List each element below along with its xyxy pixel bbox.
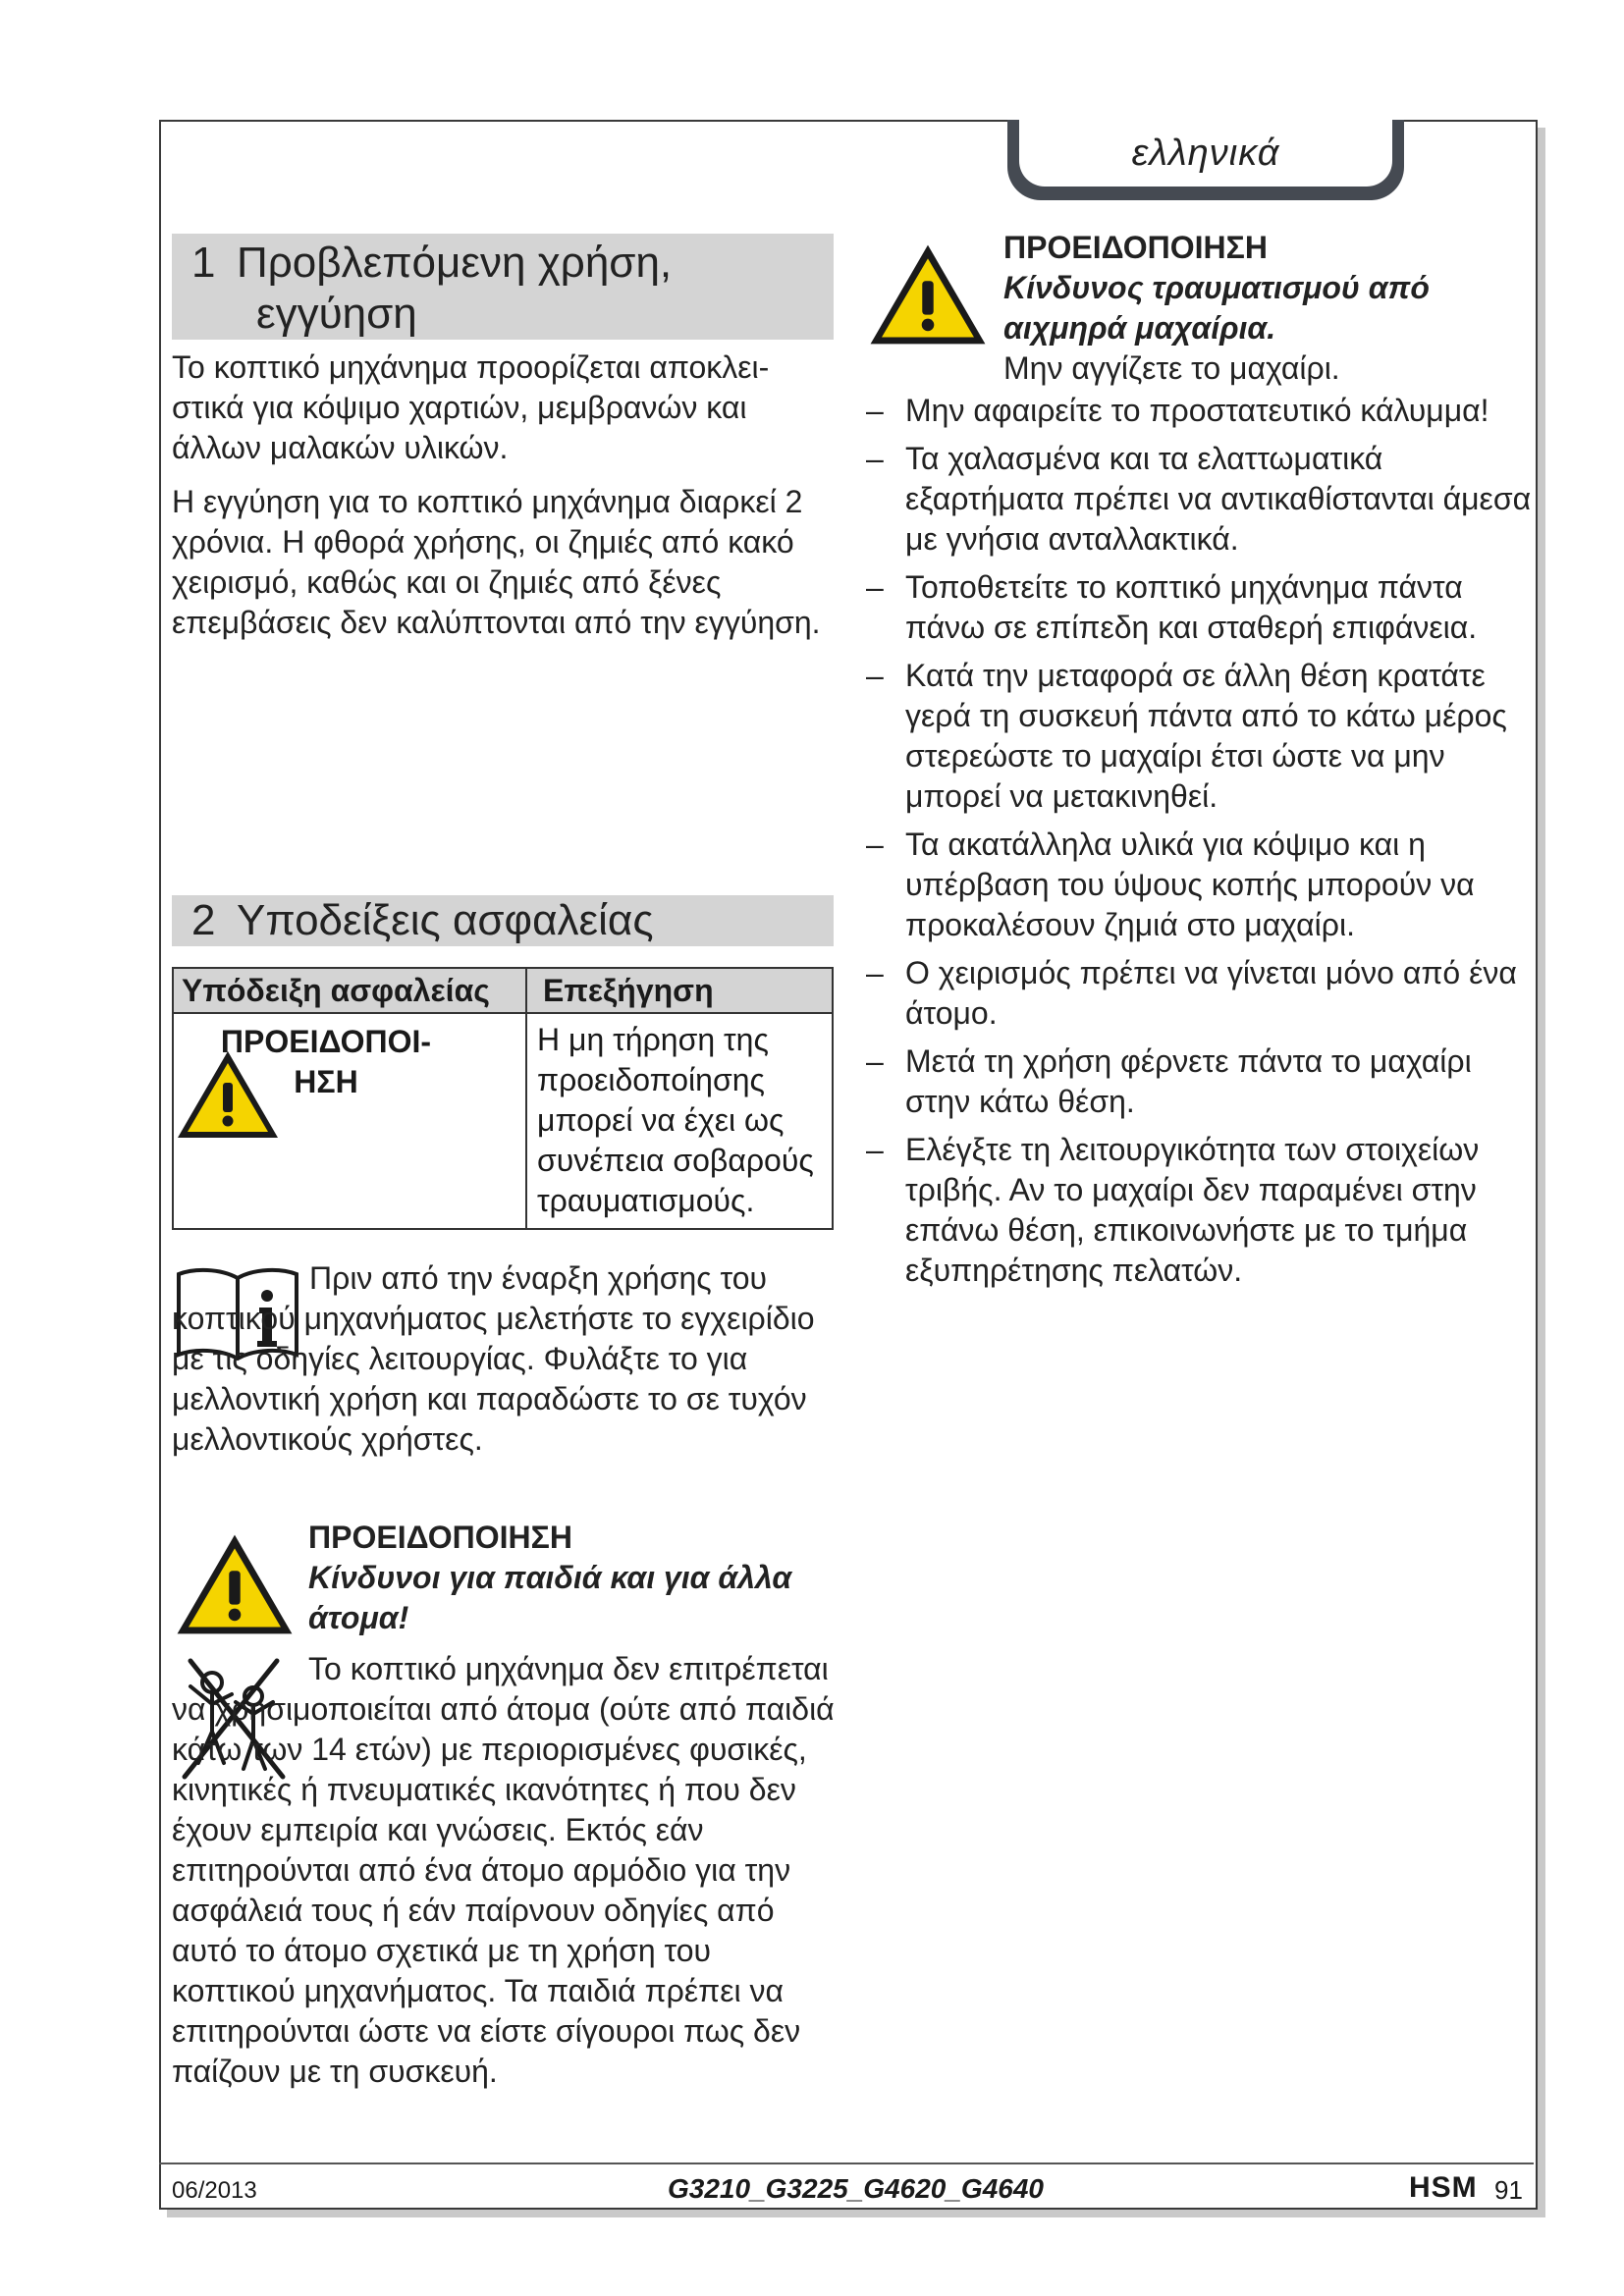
manual-note-text: Πριν από την έναρξη χρήσης του κοπτικού μηχανήματος μελετήστε το εγχειρίδιο με τις οδηγίες λειτουργίας. Φυλάξτε το για μελλοντική χρήση και παραδώστε το σε τυχόν μελλοντικούς χρήστες. xyxy=(172,1260,815,1457)
list-item: – Κατά την μεταφορά σε άλλη θέση κρατάτε γερά τη συσκευή πάντα από το κάτω μέρος στερεώστε το μαχαίρι έτσι ώστε να μην μπορεί να μετακινηθεί. xyxy=(864,656,1532,817)
warning-knife xyxy=(1003,228,1534,389)
list-item: – Ο χειρισμός πρέπει να γίνεται μόνο από ένα άτομο. xyxy=(864,953,1532,1034)
list-item: – Τα ακατάλληλα υλικά για κόψιμο και η υπέρβαση του ύψους κοπής μπορούν να προκαλέσουν ζημιά στο μαχαίρι. xyxy=(864,825,1532,945)
language-tab-label: ελληνικά xyxy=(1019,120,1392,187)
brand-logo: HSM xyxy=(1409,2171,1478,2204)
list-item: – Μετά τη χρήση φέρνετε πάντα το μαχαίρι στην κάτω θέση. xyxy=(864,1041,1532,1122)
footer-divider xyxy=(159,2163,1534,2164)
language-tab xyxy=(1007,120,1404,200)
warning-word-line2: ΗΣΗ xyxy=(294,1064,358,1099)
safety-table xyxy=(172,967,834,1230)
warning-knife-title: ΠΡΟΕΙΔΟΠΟΙΗΣΗ xyxy=(1003,230,1268,265)
safety-table-col2-header: Επεξήγηση xyxy=(543,973,714,1008)
section1-number: 1 xyxy=(191,239,216,287)
section2-heading xyxy=(172,895,834,946)
safety-table-col1-header: Υπόδειξη ασφαλείας xyxy=(174,969,527,1012)
safety-table-explanation: Η μη τήρηση της προειδοποίησης μπορεί να έχει ως συνέπεια σοβαρούς τραυματισμούς. xyxy=(537,1022,814,1218)
warning-word-line1: ΠΡΟΕΙΔΟΠΟΙ- xyxy=(220,1024,432,1059)
list-item: – Τα χαλασμένα και τα ελαττωματικά εξαρτήματα πρέπει να αντικαθίστανται άμεσα με γνήσια ανταλλακτικά. xyxy=(864,439,1532,560)
warning-triangle-icon xyxy=(173,1529,297,1639)
page-number: 91 xyxy=(1494,2175,1523,2205)
warning-children-subtitle: Κίνδυνοι για παιδιά και για άλλα άτομα! xyxy=(308,1560,792,1635)
safety-instructions-list xyxy=(864,391,1532,1299)
section1-heading xyxy=(172,234,834,340)
list-item: – Ελέγξτε τη λειτουργικότητα των στοιχείων τριβής. Αν το μαχαίρι δεν παραμένει στην επάνω θέση, επικοινωνήστε με το τμήμα εξυπηρέτησης πελατών. xyxy=(864,1130,1532,1291)
section1-title-line1: Προβλεπόμενη χρήση, xyxy=(237,239,673,287)
section2-number: 2 xyxy=(191,896,216,944)
safety-table-warning-cell xyxy=(174,1014,527,1230)
list-item: – Μην αφαιρείτε το προστατευτικό κάλυμμα! xyxy=(864,391,1532,431)
list-item: – Τοποθετείτε το κοπτικό μηχάνημα πάντα πάνω σε επίπεδη και σταθερή επιφάνεια. xyxy=(864,567,1532,648)
footer-models: G3210_G3225_G4620_G4640 xyxy=(668,2173,1044,2204)
warning-children xyxy=(308,1518,839,1638)
section2-title: Υποδείξεις ασφαλείας xyxy=(237,896,654,944)
section1-title-line2: εγγύηση xyxy=(256,290,417,338)
warning-triangle-icon xyxy=(866,240,990,349)
section1-para2: Η εγγύηση για το κοπτικό μηχάνημα διαρκεί 2 χρόνια. Η φθορά χρήσης, οι ζημιές από κακό χειρισμό, καθώς και οι ζημιές από ξένες επεμβάσεις δεν καλύπτονται από την εγγύηση. xyxy=(172,484,821,640)
safety-table-row xyxy=(174,1014,832,1230)
manual-note xyxy=(172,1258,835,1460)
warning-knife-text: Μην αγγίζετε το μαχαίρι. xyxy=(1003,350,1340,386)
warning-children-text: Το κοπτικό μηχάνημα δεν επιτρέπεται να χρησιμοποιείται από άτομα (ούτε από παιδιά κάτω των 14 ετών) με περιορισμένες φυσικές, κινητικές ή πνευματικές ικανότητες ή που δεν έχουν εμπειρία και γνώσεις. Εκτός εάν επιτηρούνται από ένα άτομο αρμόδιο για την ασφάλειά τους ή εάν παίρνουν οδηγίες από αυτό το άτομο σχετικά με τη χρήση του κοπτικού μηχανήματος. Τα παιδιά πρέπει να επιτηρούνται ώστε να είστε σίγουροι πως δεν παίζουν με τη συσκευή. xyxy=(172,1651,835,2089)
section1-body xyxy=(172,347,830,657)
safety-table-header xyxy=(174,969,832,1014)
section1-para1: Το κοπτικό μηχάνημα προορίζεται αποκλει-στικά για κόψιμο χαρτιών, μεμβρανών και άλλων μαλακών υλικών. xyxy=(172,349,770,465)
warning-children-body xyxy=(172,1649,835,2092)
footer-date: 06/2013 xyxy=(172,2177,257,2204)
warning-children-title: ΠΡΟΕΙΔΟΠΟΙΗΣΗ xyxy=(308,1520,572,1555)
warning-knife-subtitle: Κίνδυνος τραυματισμού από αιχμηρά μαχαίρια. xyxy=(1003,270,1430,346)
